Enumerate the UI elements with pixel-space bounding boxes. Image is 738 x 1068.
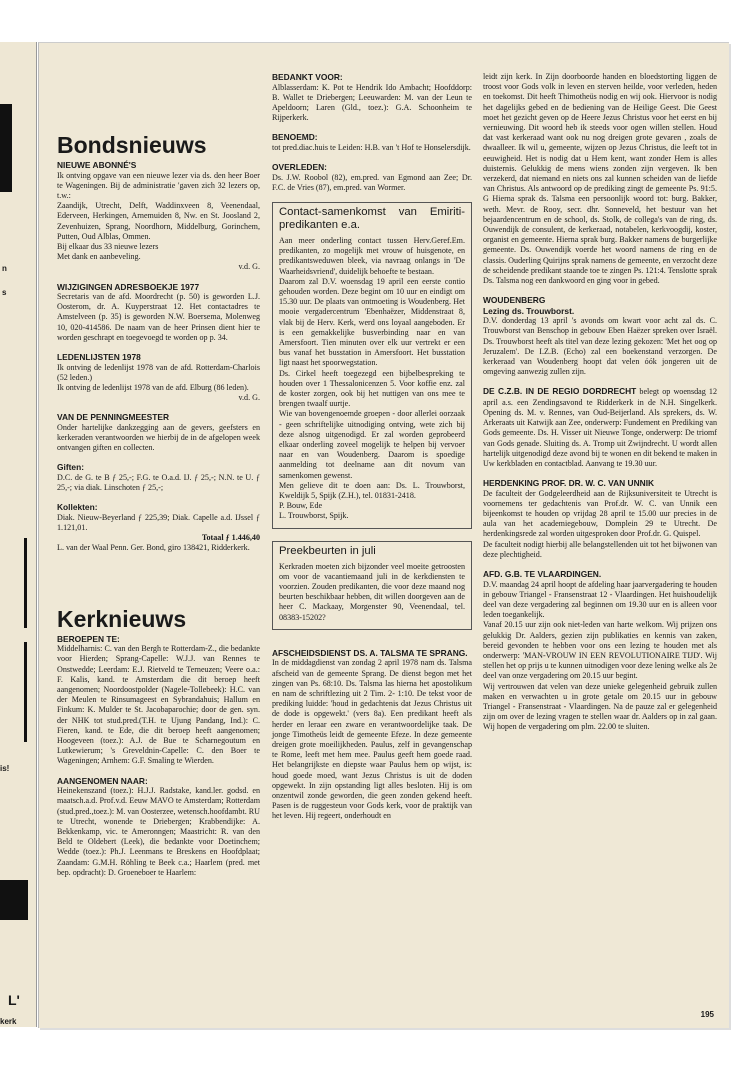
afscheid-heading: AFSCHEIDSDIENST DS. A. TALSMA TE SPRANG. (272, 647, 468, 658)
preek-title: Preekbeurten in juli (279, 544, 376, 557)
woudenberg-text: D.V. donderdag 13 april 's avonds om kwart voor acht zal ds. C. Trouwborst van Benschop in gebouw Eben Haëzer spreken over Israël. Ds. Trouwborst heeft als titel van deze lezing gekozen: 'Met het oog op Jeruzalem'. De I.Z.B. (Echo) zal een boekenstand verzorgen. De kerkeraad van Woudenberg hoopt dat velen óók jongeren uit de omgeving aanwezig zullen zijn. (483, 316, 717, 377)
margin-glyph: L' (8, 992, 20, 1008)
aangenomen-text: Heinekenszand (toez.): H.J.J. Radstake, kand.ler. godsd. en maatsch.a.d. Prof.v.d. Eeuw MAVO te Amsterdam; Rotterdam (stud.pred.,toez.): M. van Oosterzee, wetensch.hoofdambt. RU te Utrecht, wonende te Driebergen; Krabbendijke: A. Bekkenkamp, vic. te Ameronngen; Maastricht: R. van den Beld te Oldebert (Leek), die bedankte voor Doetinchem; Wedde (toez.): Ph.J. Leenmans te Breskens en Hoofdplaat; Zaandam: G.M.H. Röhling te Beek c.a.; Haarlem (pred. met bep. opdracht): D. Groeneboer te Haarlem: (57, 786, 260, 877)
kerknieuws-title: Kerknieuws (57, 605, 187, 632)
abonnes-text-4: Met dank en aanbeveling. (57, 252, 141, 262)
contact-signature-1: P. Bouw, Ede (279, 501, 323, 511)
overleden-text: Ds. J.W. Roobol (82), em.pred. van Egmond aan Zee; Dr. F.C. de Vries (87), em.pred. van Wormer. (272, 172, 472, 192)
contact-text-2: Daarom zal D.V. woensdag 19 april een eerste contio gehouden worden. Deze begint om 10 uur en eindigt om 15.30 uur. De plaats van ontmoeting is Woudenberg. Het mooie vergadercentrum 'Ebenhaëzer, Middenstraat 8, vlak bij de Herv. Kerk, werd ons loyaal aangeboden. Er is een gemakkelijke busverbinding naar en van Amersfoort. Tien minuten over elk uur vertrekt er een bus vanaf het busstation in Amersfoort. Het busstation ligt naast het spoorwegstation. (279, 276, 465, 368)
signature-1: v.d. G. (238, 262, 260, 272)
margin-black-bar-mid2 (24, 642, 27, 742)
abonnes-text-1: Ik ontving opgave van een nieuwe lezer via ds. den heer Boer te Wageningen. Bij de administratie 'gaven zich 32 lezers op, t.w.: (57, 170, 260, 200)
woudenberg-heading: WOUDENBERG (483, 295, 546, 306)
czb-heading: DE C.Z.B. IN DE REGIO DORDRECHT (483, 386, 637, 397)
contact-title: Contact-samenkomst van Emiriti-predikanten e.a. (279, 205, 465, 231)
leden-heading: LEDENLIJSTEN 1978 (57, 352, 141, 363)
afd-heading: AFD. G.B. TE VLAARDINGEN. (483, 569, 602, 580)
afscheid-text: In de middagdienst van zondag 2 april 1978 nam ds. Talsma afscheid van de gemeente Sprang. De dienst begon met het zingen van Ps. 68:10. Ds. Talsma las hierna het apostolikum en nam de schriftlezing uit 2 Tim. 2- 1:10. De tekst voor de prediking luidde: 'houd in gedachtenis dat Jezus Christus uit de dode is opgewekt.' (vers 8a). Een predikant heeft als herder en leraar een zware en verantwoordelijke taak. De jonge Timotheüs leidt de gemeente Efeze. In deze gemeente dreigen grote moeilijkheden. Paulus, zelf in gevangenschap te Rome, leeft met hem mee. Paulus geeft hem goede raad. Het belangrijkste en diepste waar Paulus hem op wijst, is: houd goede moed, want Jezus Christus is uit de doden opgewekt. In zijn opstanding ligt alles besloten. Hij is om onzentwil zonde geworden, die geen zonden gekend heeft. Pasen is de ruggesteun voor Gods kerk, voor de praktijk van het leven. Hij regeert, onderhoudt en (272, 658, 472, 821)
totaal: Totaal ƒ 1.446,40 (201, 533, 260, 543)
margin-letter: n (2, 264, 7, 273)
bondsnieuws-title: Bondsnieuws (57, 132, 207, 158)
giften-heading: Giften: (57, 462, 84, 473)
abonnes-text-3: Bij elkaar dus 33 nieuwe lezers (57, 241, 159, 251)
page-number: 195 (700, 1010, 714, 1019)
column-2 (272, 72, 472, 822)
herdenking-text-2: De faculteit nodigt hierbij alle belangstellenden uit tot het bijwonen van deze plechtigheid. (483, 539, 717, 559)
aangenomen-heading: AANGENOMEN NAAR: (57, 775, 148, 786)
bedankt-text: Alblasserdam: K. Pot te Hendrik Ido Ambacht; Hoofddorp: B. Wallet te Driebergen; Leeuwarden: M. van der Leun te Apeldoorn; Laren (Gld., toez.): G.A. Schoonheim te Rijperkerk. (272, 82, 472, 123)
kollekten-signature: L. van der Waal Penn. Ger. Bond, giro 138421, Ridderkerk. (57, 543, 250, 553)
contact-text-3: Ds. Cirkel heeft toegezegd een bijbelbespreking te houden over 1 Thessalonicenzen 5. Voor koffie enz. zal de koster zorgen, ook bij het nuttigen van ons mee te brengen twaalf uurtje. (279, 368, 465, 409)
margin-tail-2: kerk (0, 1017, 17, 1026)
previous-page-edge (0, 42, 37, 1027)
contact-box (272, 202, 472, 529)
kollekten-heading: Kollekten: (57, 502, 98, 513)
beroepen-text: Middelharnis: C. van den Bergh te Rotterdam-Z., die bedankte voor Hierden; Sprang-Capelle: W.J.J. van Rennes te Onstwedde; Leerdam: E.J. Rietveld te Terneuzen; Veere o.a.: F. Kalis, kand. te Amsterdam die dit beroep heeft aangenomen; Noordoostpolder (Nagele-Tollebeek): H.C. van der Meulen te Rinsumageest en Sybrandahuis; Hallum en Finkum: K. Mulder te St. Jacobaparochie; door de gen. syn. der NHK tot stud.pred.(T.H. te Ujung Pandang, Ind.): C. Fieren, kand. te Ede, die dit beroep heeft aangenomen; Hoogeveen (toez.): A.J. de Bue te Scharnegoutum en Lutkewierum; 's Greveldnin-Capelle: C. den Boer te Wageningen; Arnhem: G.F. Smaling te Wierden. (57, 644, 260, 766)
preek-box (272, 541, 472, 630)
herdenking-text-1: De faculteit der Godgeleerdheid aan de Rijksuniversiteit te Utrecht is voornemens ter gedachtenis van Prof.dr. W. C. van Unnik een bijeenkomst te houden op vrijdag 28 april te 15.00 uur precies in de aula van het academiegebouw, Domplein 29 te Utrecht. De herdenkingsrede zal worden uitgesproken door Prof.dr. G. Quispel. (483, 488, 717, 539)
benoemd-heading: BENOEMD: (272, 132, 318, 143)
herdenking-heading: HERDENKING PROF. DR. W. C. VAN UNNIK (483, 478, 655, 489)
abonnes-text-2: Zaandijk, Utrecht, Delft, Waddinxveen 8, Veenendaal, Ederveen, Herkingen, Arnemuiden 8, Nw. en St. Joosland 2, Zevenhuizen, Sprang, Noordhorn, Middelburg, Gorinchem, Putten, Oud Alblas, Ommen. (57, 201, 260, 241)
afscheid-continued: leidt zijn kerk. In Zijn doorboorde handen en bloedstorting liggen de troost voor Gods volk in leven en sterven heilde, voor verleden, heden en toekomst. Dit heeft Thimotheüs nodig en wij ook. Hiervoor is nodig het dagelijks gebed en de bediening van de Heilige Geest. Die Geest moet het gezicht geven op de Heere Jezus Christus voor het eerst en bij vernieuwing. Dit woord heb ik steeds voor ogen willen stellen. Houd dat vast kerkeraad want ook nu nog dreigen grote gevaren , zoals de dwaalleer. Ik wil u, gemeente, wijzen op Jezus Christus, die leeft tot in eeuwigheid. Het is nodig dat u Hem kent, want zonder Hem is alles duisternis. Gelukkig de mens wiens zonden zijn vergeven. Ik ben verzekerd, dat niemand en niets ons zal kunnen scheiden van de liefde van Christus. Als antwoord op de prediking zingt de gemeente Ps. 91:5. G Hierna sprak ds. Talsma een persoonlijk woord tot: burg. Bakker, weth. Mevr. de Rooy, secr. dhr. Sonneveld, het bestuur van het bejaardencentrum en de school, ds. Stolk, de collega's van de ring, ds. Ouwendijk de consulent, de kerkeraad, notabelen, kerkvoogdij, koster, organist en gemeente. Hierna sprak burg. Bakker namens de burgerlijke gemeente. Ds. Ouwendijk voerde het woord namens de ring en de classis. Ouderling Quirijns sprak namens de gemeente, en verzocht deze de scheidende predikant staande toe te zingen Ps. 121:4. Tenslotte sprak Ds. Talsma nog een dankwoord en ging voor in gebed. (483, 72, 717, 286)
abonnes-heading: NIEUWE ABONNÉ'S (57, 160, 137, 170)
czb-text: belegt op woensdag 12 april a.s. een Zendingsavond te Ridderkerk in de N.H. Singelkerk. Opening ds. M. v. Rennes, van Oud-Beijerland. Als sprekers, ds. W. Arkeraats uit Katwijk aan Zee, onderwerp: Fundement en Prediking van Gods gemeente. Ds. H. Visser uit Nieuwe Tonge, onderwerp: De triomf van Gods genade. Sluiting ds. A. Tromp uit Zwijndrecht. U wordt allen hartelijk uitgenodigd deze avond bij te wonen en dit bekend te maken in Uw kerkbladen en contactblad. Aanvang te 19.30 uur. (483, 387, 717, 468)
column-3 (483, 72, 717, 733)
margin-black-bar-mid (24, 538, 27, 628)
afd-text-2: Vanaf 20.15 uur zijn ook niet-leden van harte welkom. Wij prijzen ons gelukkig Dr. Aalders, gezien zijn publikaties en kennis van zaken, bereid gevonden te hebben voor ons een lezing te houden met als onderwerp: 'MAN-VROUW IN EEN REVOLUTIONAIRE TIJD'. Wij stellen het op prijs u te kunnen uitnodigen voor deze lening welke als 2e deel van onze vergadering om 20.15 uur begint. (483, 620, 717, 681)
signature-2: v.d. G. (238, 393, 260, 403)
adres-heading: WIJZIGINGEN ADRESBOEKJE 1977 (57, 281, 200, 292)
leden-text-2: Ik ontving de ledenlijst 1978 van de afd. Elburg (86 leden). (57, 382, 249, 392)
benoemd-text: tot pred.diac.huis te Leiden: H.B. van 't Hof te Honselersdijk. (272, 142, 471, 152)
adres-text: Secretaris van de afd. Moordrecht (p. 50) is geworden L.J. Oosterom, dr. A. Kuyperstraat 12. Het contactadres te Amstelveen (p. 35) is geworden N.W. Boersema, Molenweg 10, 020-414586. De naam van de heer Prinsen dient hier te worden geschrapt en toegevoegd te worden op p. 34. (57, 292, 260, 342)
bedankt-heading: BEDANKT VOOR: (272, 72, 343, 82)
giften-text: D.C. de G. te B ƒ 25,-; F.G. te O.a.d. IJ. ƒ 25,-; N.N. te U. ƒ 25,-; via diak. Linschoten ƒ 25,-; (57, 472, 260, 493)
beroepen-heading: BEROEPEN TE: (57, 633, 120, 644)
afd-text-3: Wij vertrouwen dat velen van deze unieke gelegenheid gebruik zullen maken en verwachten u in grote getale om 20.15 uur in gebouw Triangel - Fransenstraat - Vlaardingen. Na de pauze zal er gelegenheid zijn om over de lezing vragen te stellen waar dr. Aalders op in zal gaan. Wij hopen de vergadering om plm. 22.00 te sluiten. (483, 681, 717, 732)
overleden-heading: OVERLEDEN: (272, 162, 327, 173)
contact-text-4: Wie van bovengenoemde groepen - door allerlei oorzaak - geen schriftelijke uitnodiging ontving, wete zich bij deze alsnog uitgenodigd. Er zal worden geprobeerd elkaar onderling zoveel mogelijk te helpen bij vervoer naar en van Woudenberg. Daarom is spoedige aanmelding tot deelname aan dit novum van samenkomen gewenst. (279, 409, 465, 480)
margin-black-bar-low (0, 880, 28, 920)
leden-text-1: Ik ontving de ledenlijst 1978 van de afd. Rotterdam-Charlois (52 leden.) (57, 362, 260, 382)
column-1 (57, 72, 260, 878)
preek-text: Kerkraden moeten zich bijzonder veel moeite getroosten om voor de vacantiemaand juli in de kerkdiensten te voorzien. Zouden predikanten, die voor deze maand nog beurten beschikbaar hebben, dit willen doorgeven aan de heer C. Mackaay, Morgenster 90, Veenendaal, tel. 08383-15202? (279, 561, 465, 622)
contact-text-1: Aan meer onderling contact tussen Herv.Geref.Em. predikanten, zo mogelijk met vrouw of huisgenote, en predikantsweduwen bleek, via navraag onlangs in 'De Waarheidsvriend', duidelijk behoefte te bestaan. (279, 235, 465, 276)
kollekten-text: Diak. Nieuw-Beyerland ƒ 225,39; Diak. Capelle a.d. IJssel ƒ 1.121,01. (57, 512, 260, 533)
afd-text-1: D.V. maandag 24 april hoopt de afdeling haar jaarvergadering te houden in gebouw Triangel - Fransenstraat 12 - Vlaardingen. Het huishoudelijk deel van deze vergadering zal beginnen om 19.30 uur en is alleen voor leden toegankelijk. (483, 579, 717, 620)
margin-black-bar-top (0, 104, 12, 192)
contact-text-5: Men gelieve dit te doen aan: Ds. L. Trouwborst, Kweldijk 5, Spijk (Z.H.), tel. 01831-2418. (279, 480, 465, 500)
penning-heading: VAN DE PENNINGMEESTER (57, 412, 169, 423)
margin-tail-1: is! (0, 764, 10, 773)
penning-text: Onder hartelijke dankzegging aan de gevers, geefsters en kerkeraden verantwoorden we hierbij de in de afgelopen week ontvangen giften en collecten. (57, 422, 260, 453)
contact-signature-2: L. Trouwborst, Spijk. (279, 511, 349, 521)
woudenberg-subheading: Lezing ds. Trouwborst. (483, 305, 575, 316)
margin-letter-2: s (2, 288, 7, 297)
